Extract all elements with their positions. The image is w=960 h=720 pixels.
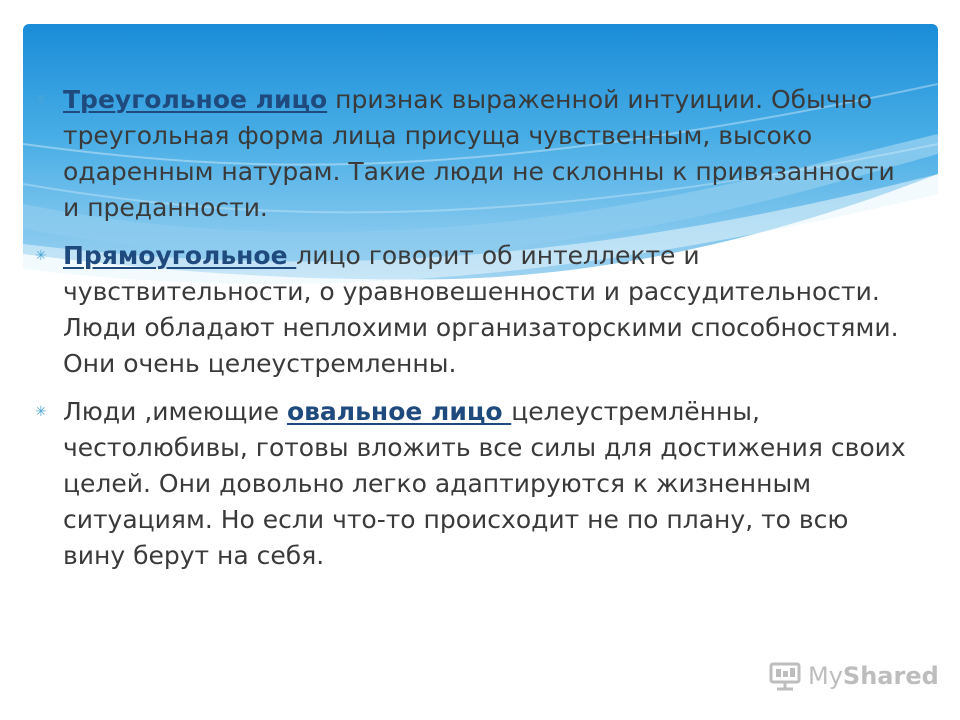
bullet-text: целеустремлённы, честолюбивы, готовы вложить все силы для достижения своих целей. Они довольно легко адаптируются к жизненным ситуациям. Но если что-то происходит не по плану, то всю вину берут на себя.: [63, 397, 906, 570]
myshared-watermark: [768, 656, 939, 696]
term-triangular-face: Треугольное лицо: [63, 85, 328, 114]
asterisk-bullet-icon: ✳: [35, 92, 47, 108]
bullet-triangular-face: [35, 82, 915, 226]
asterisk-bullet-icon: ✳: [35, 404, 47, 420]
term-oval-face: овальное лицо: [286, 397, 512, 426]
watermark-shared: Shared: [842, 662, 939, 690]
bullet-list: [35, 82, 915, 586]
term-rectangular-face: Прямоугольное: [63, 241, 297, 270]
bullet-prefix: Люди ,имеющие: [63, 397, 287, 426]
bullet-rectangular-face: [35, 238, 915, 382]
presentation-board-icon: [768, 661, 802, 691]
watermark-text: [808, 662, 939, 690]
watermark-my: My: [808, 662, 843, 690]
bullet-text: лицо говорит об интеллекте и чувствительности, о уравновешенности и рассудительности. Люди обладают неплохими организаторскими способностями. Они очень целеустремленны.: [63, 241, 899, 378]
bullet-text: признак выраженной интуиции. Обычно треугольная форма лица присуща чувственным, высоко одаренным натурам. Такие люди не склонны к привязанности и преданности.: [63, 85, 895, 222]
slide: [23, 24, 938, 696]
bullet-oval-face: [35, 394, 915, 574]
asterisk-bullet-icon: ✳: [35, 248, 47, 264]
